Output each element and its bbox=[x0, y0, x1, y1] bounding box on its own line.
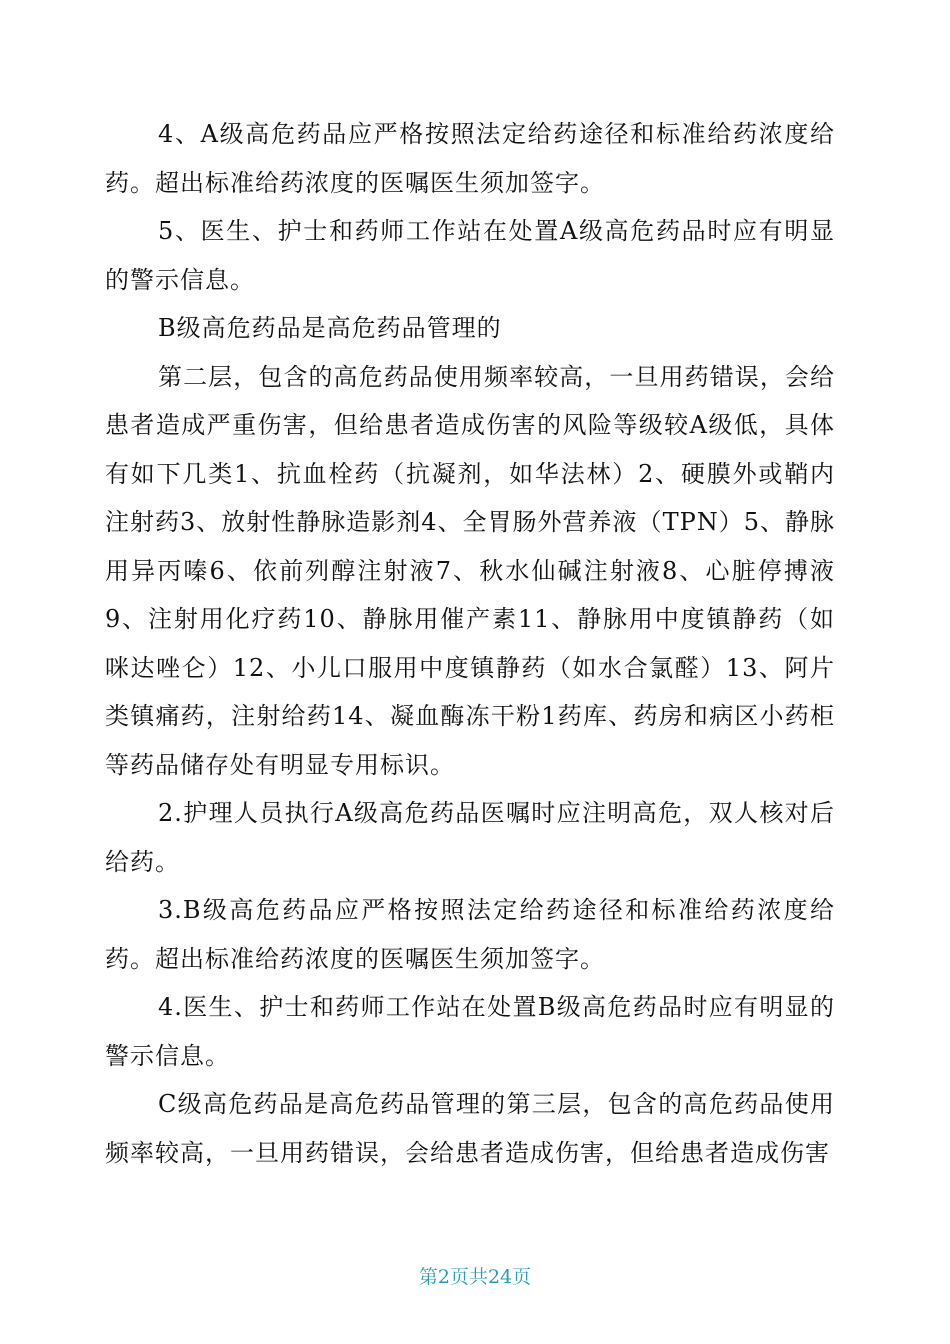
document-body bbox=[105, 110, 835, 1177]
paragraph: 4、A级高危药品应严格按照法定给药途径和标准给药浓度给药。超出标准给药浓度的医嘱医生须加签字。 bbox=[105, 120, 835, 197]
paragraph: 4.医生、护士和药师工作站在处置B级高危药品时应有明显的警示信息。 bbox=[105, 993, 835, 1070]
paragraph: 5、医生、护士和药师工作站在处置A级高危药品时应有明显的警示信息。 bbox=[105, 217, 835, 294]
paragraph: 2.护理人员执行A级高危药品医嘱时应注明高危，双人核对后给药。 bbox=[105, 799, 835, 876]
page-number-footer: 第2页共24页 bbox=[418, 1266, 532, 1288]
paragraph: 3.B级高危药品应严格按照法定给药途径和标准给药浓度给药。超出标准给药浓度的医嘱医生须加签字。 bbox=[105, 896, 835, 973]
paragraph: 第二层，包含的高危药品使用频率较高，一旦用药错误，会给患者造成严重伤害，但给患者造成伤害的风险等级较A级低，具体有如下几类1、抗血栓药（抗凝剂，如华法林）2、硬膜外或鞘内注射药3、放射性静脉造影剂4、全胃肠外营养液（TPN）5、静脉用异丙嗪6、依前列醇注射液7、秋水仙碱注射液8、心脏停搏液9、注射用化疗药10、静脉用催产素11、静脉用中度镇静药（如咪达唑仑）12、小儿口服用中度镇静药（如水合氯醛）13、阿片类镇痛药，注射给药14、凝血酶冻干粉1药库、药房和病区小药柜等药品储存处有明显专用标识。 bbox=[105, 362, 835, 779]
paragraph: C级高危药品是高危药品管理的第三层，包含的高危药品使用频率较高，一旦用药错误，会给患者造成伤害，但给患者造成伤害 bbox=[105, 1090, 835, 1167]
paragraph: B级高危药品是高危药品管理的 bbox=[158, 314, 502, 342]
